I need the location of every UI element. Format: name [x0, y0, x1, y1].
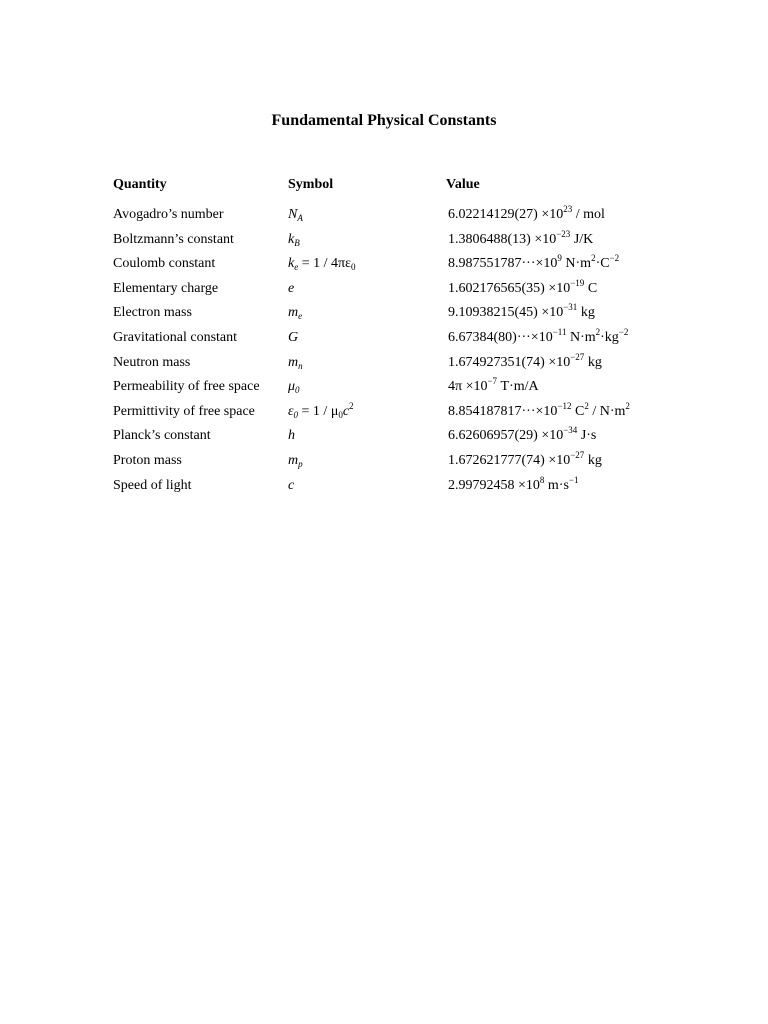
symbol-cell	[288, 378, 300, 396]
value-unit-exponent: −1	[568, 474, 579, 485]
value-unit: J/K	[570, 231, 594, 247]
value-cell	[448, 427, 596, 445]
quantity-cell: Boltzmann’s constant	[113, 231, 234, 247]
value-unit: C	[584, 280, 598, 296]
symbol-subscript: A	[297, 213, 303, 223]
quantity-cell: Planck’s constant	[113, 428, 211, 444]
quantity-cell: Proton mass	[113, 453, 182, 468]
value-mantissa: 6.67384(80)···×10	[448, 330, 553, 345]
table-row	[0, 378, 768, 402]
value-mantissa: 4π ×10	[448, 379, 488, 395]
value-unit: kg	[584, 354, 602, 370]
value-exponent: −27	[570, 351, 585, 362]
table-row	[0, 400, 768, 427]
value-unit: kg	[577, 305, 595, 321]
symbol-cell	[288, 280, 294, 298]
symbol-base: G	[288, 330, 299, 345]
value-cell	[448, 255, 619, 273]
symbol-base: m	[288, 305, 299, 321]
value-exponent: −11	[552, 327, 567, 337]
value-exponent: 9	[557, 253, 562, 264]
symbol-subscript: e	[294, 262, 299, 273]
table-row	[0, 427, 768, 451]
value-cell	[448, 228, 594, 249]
symbol-base: μ	[288, 379, 296, 395]
value-unit: N·m	[566, 330, 596, 345]
value-unit: N·m	[561, 256, 592, 272]
symbol-base: N	[288, 207, 298, 222]
value-unit: m·s	[544, 477, 569, 493]
symbol-base: k	[288, 231, 295, 247]
table-row	[0, 329, 768, 353]
value-mantissa: 6.62606957(29) ×10	[448, 428, 564, 444]
value-exponent: 8	[539, 474, 545, 485]
value-cell	[448, 400, 630, 421]
symbol-base: c	[288, 477, 295, 493]
value-cell	[448, 474, 579, 495]
value-unit: T·m/A	[497, 379, 539, 395]
table-row	[0, 255, 768, 279]
value-exponent: −34	[563, 425, 578, 436]
table-row	[0, 304, 768, 328]
table-row	[0, 277, 768, 304]
value-cell	[448, 277, 598, 298]
value-exponent: −7	[487, 376, 498, 387]
value-exponent: −31	[563, 302, 578, 313]
symbol-subscript: 0	[295, 385, 300, 396]
symbol-base: ε	[288, 403, 294, 419]
value-mantissa: 1.3806488(13) ×10	[448, 231, 557, 247]
symbol-subscript: e	[298, 311, 303, 322]
table-row	[0, 351, 768, 378]
value-cell	[448, 351, 602, 372]
value-mantissa: 8.854187817···×10	[448, 403, 558, 419]
value-exponent: −12	[557, 400, 572, 411]
symbol-subscript: 0	[293, 409, 299, 420]
value-mantissa: 9.10938215(45) ×10	[448, 305, 564, 321]
value-exponent: 23	[563, 204, 573, 214]
value-unit-part-exponent: 2	[625, 400, 630, 411]
table-row	[0, 228, 768, 255]
symbol-base: e	[288, 280, 295, 296]
symbol-cell	[288, 304, 302, 322]
quantity-cell: Elementary charge	[113, 280, 219, 296]
quantity-cell: Coulomb constant	[113, 256, 216, 272]
symbol-cell	[288, 427, 295, 445]
value-unit: J·s	[577, 428, 597, 444]
value-exponent: −19	[570, 277, 585, 288]
symbol-definition-subscript: 0	[350, 262, 356, 273]
quantity-cell: Neutron mass	[113, 354, 191, 370]
value-unit: kg	[584, 453, 602, 468]
value-cell	[448, 452, 602, 470]
value-unit-part: ·kg	[600, 330, 619, 345]
column-header-quantity: Quantity	[113, 177, 167, 192]
symbol-definition: = 1 / 4πε	[298, 256, 351, 272]
table-row	[0, 452, 768, 476]
symbol-cell	[288, 477, 294, 495]
table-header	[0, 176, 768, 200]
value-unit-exponent: 2	[591, 253, 596, 264]
value-mantissa: 8.987551787···×10	[448, 256, 558, 272]
value-mantissa: 1.602176565(35) ×10	[448, 280, 571, 296]
symbol-base: m	[288, 453, 299, 468]
symbol-subscript: n	[298, 360, 303, 371]
symbol-subscript: B	[294, 237, 300, 248]
quantity-cell: Gravitational constant	[113, 330, 238, 345]
table-row	[0, 474, 768, 501]
quantity-cell: Permittivity of free space	[113, 403, 255, 419]
page-title: Fundamental Physical Constants	[271, 112, 497, 129]
symbol-definition-part: c	[342, 403, 350, 419]
value-cell	[448, 206, 605, 224]
value-unit: C	[571, 403, 585, 419]
column-header-symbol: Symbol	[288, 177, 334, 192]
symbol-cell	[288, 400, 354, 421]
table-row	[0, 206, 768, 230]
column-header-value: Value	[446, 177, 480, 192]
symbol-cell	[288, 255, 355, 273]
value-mantissa: 1.672621777(74) ×10	[448, 453, 571, 468]
symbol-cell	[288, 329, 298, 347]
quantity-cell: Permeability of free space	[113, 379, 260, 395]
symbol-cell	[288, 206, 303, 224]
value-cell	[448, 304, 595, 322]
value-mantissa: 1.674927351(74) ×10	[448, 354, 571, 370]
symbol-definition-subscript: 0	[338, 409, 343, 420]
value-unit-exponent: 2	[595, 327, 601, 337]
value-mantissa: 6.02214129(27) ×10	[448, 207, 564, 222]
symbol-definition-superscript: 2	[349, 400, 354, 411]
symbol-base: k	[288, 256, 295, 272]
symbol-subscript: p	[298, 459, 303, 469]
value-exponent: −23	[556, 228, 571, 239]
value-unit-part-exponent: −2	[609, 253, 620, 264]
symbol-definition: = 1 / μ	[298, 403, 339, 419]
symbol-base: h	[288, 428, 295, 444]
value-exponent: −27	[570, 450, 585, 460]
value-cell	[448, 378, 539, 396]
symbol-cell	[288, 231, 300, 249]
value-cell	[448, 329, 628, 347]
quantity-cell: Electron mass	[113, 305, 192, 321]
symbol-base: m	[288, 354, 299, 370]
symbol-cell	[288, 354, 303, 372]
value-unit-part-exponent: −2	[618, 327, 629, 337]
value-mantissa: 2.99792458 ×10	[448, 477, 540, 493]
symbol-cell	[288, 452, 303, 470]
quantity-cell: Speed of light	[113, 477, 192, 493]
value-unit: / mol	[572, 207, 605, 222]
quantity-cell: Avogadro’s number	[113, 207, 224, 222]
value-unit-exponent: 2	[584, 400, 589, 411]
value-unit-part: / N·m	[588, 403, 626, 419]
value-unit-part: ·C	[595, 256, 610, 272]
